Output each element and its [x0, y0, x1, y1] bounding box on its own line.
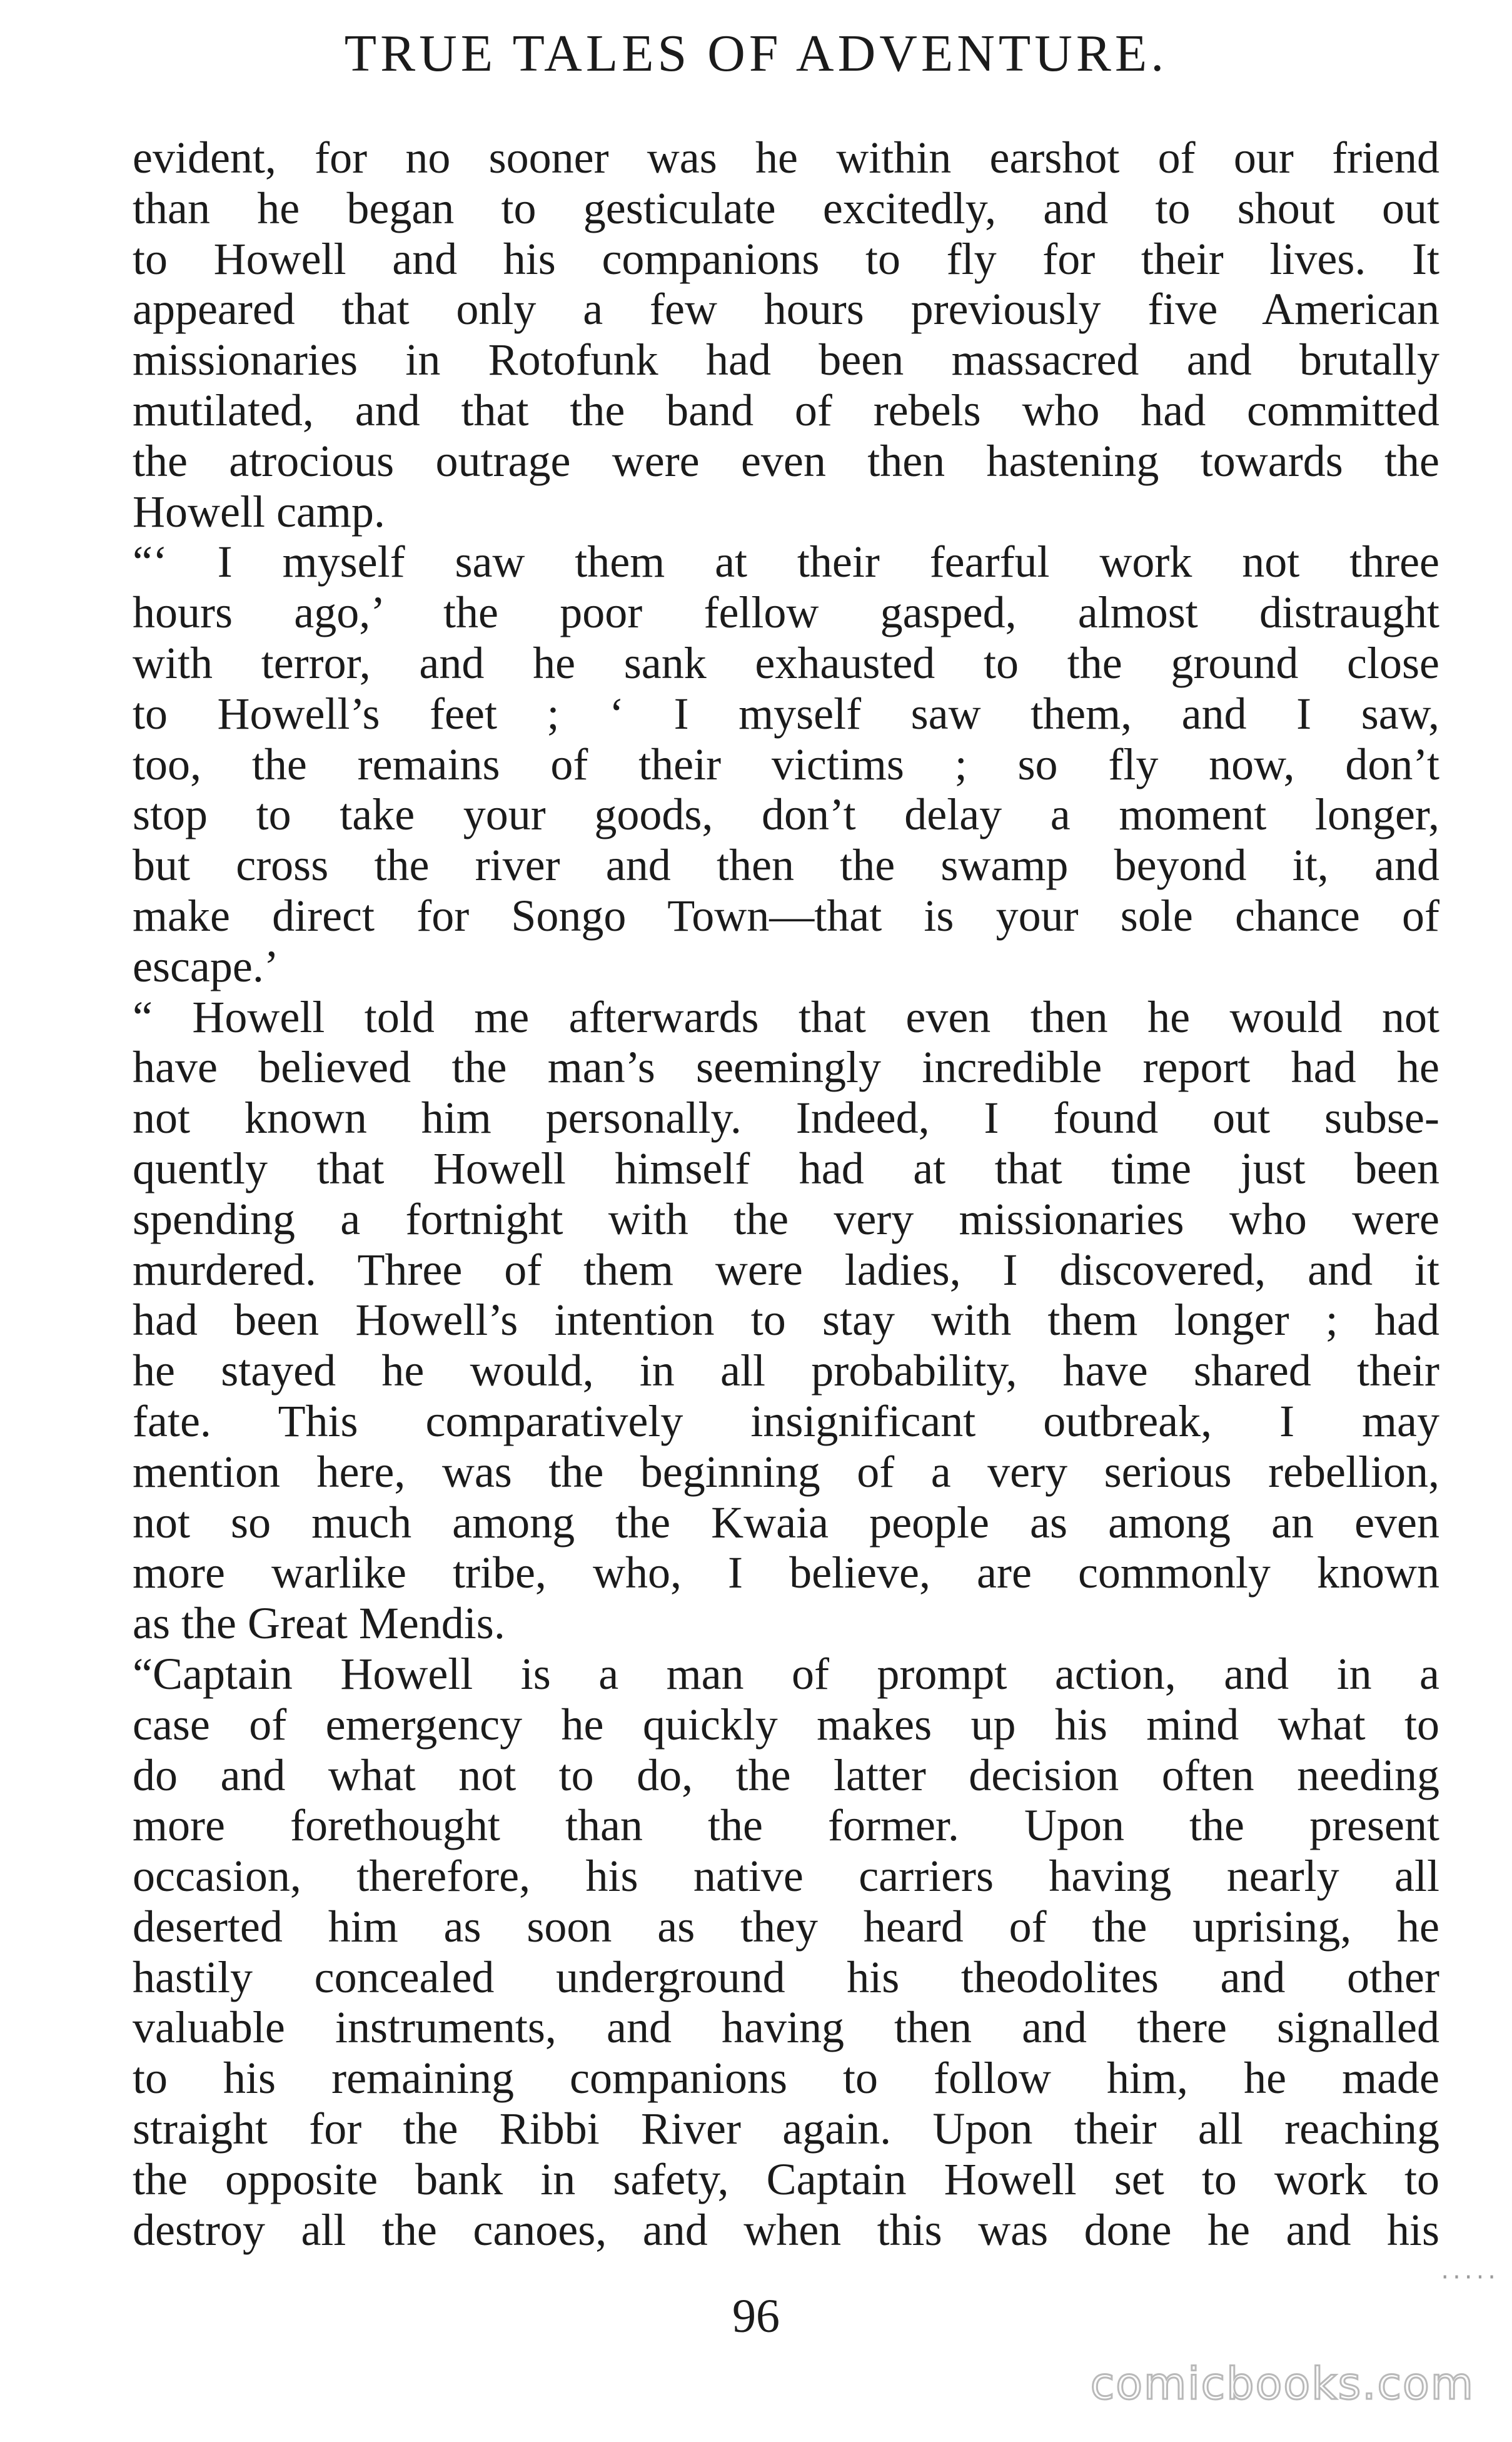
- text-line: escape.’: [133, 941, 279, 991]
- text-line: “‘ I myself saw them at their fearful work not three: [133, 537, 1439, 587]
- text-line: mention here, was the beginning of a very serious rebellion,: [133, 1446, 1439, 1497]
- edge-dots: ·····: [1441, 2263, 1499, 2292]
- text-line: not known him personally. Indeed, I found out subse-: [133, 1093, 1439, 1143]
- watermark: comicbooks.com: [1090, 2358, 1474, 2409]
- text-line: spending a fortnight with the very missionaries who were: [133, 1193, 1439, 1244]
- text-line: destroy all the canoes, and when this was done he and his: [133, 2204, 1439, 2255]
- text-line: evident, for no sooner was he within earshot of our friend: [133, 133, 1439, 183]
- text-line: deserted him as soon as they heard of the uprising, he: [133, 1901, 1439, 1952]
- text-line: “Captain Howell is a man of prompt action, and in a: [133, 1648, 1439, 1699]
- text-line: than he began to gesticulate excitedly, and to shout out: [133, 183, 1439, 233]
- text-line: hours ago,’ the poor fellow gasped, almost distraught: [133, 587, 1439, 638]
- text-line: occasion, therefore, his native carriers having nearly all: [133, 1851, 1439, 1902]
- body-text: [133, 133, 1439, 2255]
- text-line: he stayed he would, in all probability, have shared their: [133, 1345, 1439, 1396]
- text-line: with terror, and he sank exhausted to the ground close: [133, 637, 1439, 688]
- text-line: quently that Howell himself had at that time just been: [133, 1143, 1439, 1193]
- text-line: hastily concealed underground his theodolites and other: [133, 1952, 1439, 2002]
- text-line: the atrocious outrage were even then hastening towards the: [133, 435, 1439, 486]
- text-line: fate. This comparatively insignificant outbreak, I may: [133, 1396, 1439, 1446]
- text-line: stop to take your goods, don’t delay a moment longer,: [133, 789, 1439, 840]
- text-line: to Howell and his companions to fly for their lives. It: [133, 233, 1439, 284]
- text-line: murdered. Three of them were ladies, I discovered, and it: [133, 1244, 1439, 1295]
- text-line: as the Great Mendis.: [133, 1598, 505, 1649]
- text-line: case of emergency he quickly makes up his mind what to: [133, 1699, 1439, 1750]
- text-line: appeared that only a few hours previously five American: [133, 284, 1439, 335]
- text-line: “ Howell told me afterwards that even then he would not: [133, 991, 1439, 1042]
- text-line: mutilated, and that the band of rebels who had committed: [133, 385, 1439, 435]
- text-line: too, the remains of their victims ; so fly now, don’t: [133, 739, 1439, 789]
- text-line: not so much among the Kwaia people as among an even: [133, 1497, 1439, 1548]
- text-line: the opposite bank in safety, Captain Howell set to work to: [133, 2154, 1439, 2204]
- text-line: to Howell’s feet ; ‘ I myself saw them, and I saw,: [133, 688, 1439, 739]
- text-line: straight for the Ribbi River again. Upon their all reaching: [133, 2104, 1439, 2154]
- text-line: do and what not to do, the latter decision often needing: [133, 1750, 1439, 1800]
- running-head: TRUE TALES OF ADVENTURE.: [344, 24, 1168, 83]
- text-line: Howell camp.: [133, 486, 385, 537]
- text-line: valuable instruments, and having then and there signalled: [133, 2002, 1439, 2053]
- text-line: to his remaining companions to follow him, he made: [133, 2053, 1439, 2104]
- text-line: make direct for Songo Town—that is your sole chance of: [133, 890, 1439, 941]
- text-line: had been Howell’s intention to stay with them longer ; had: [133, 1295, 1439, 1345]
- text-line: but cross the river and then the swamp beyond it, and: [133, 840, 1439, 891]
- page-number: 96: [732, 2290, 780, 2343]
- text-line: missionaries in Rotofunk had been massacred and brutally: [133, 335, 1439, 385]
- text-line: more forethought than the former. Upon the present: [133, 1800, 1439, 1851]
- text-line: more warlike tribe, who, I believe, are commonly known: [133, 1548, 1439, 1598]
- text-line: have believed the man’s seemingly incredible report had he: [133, 1042, 1439, 1093]
